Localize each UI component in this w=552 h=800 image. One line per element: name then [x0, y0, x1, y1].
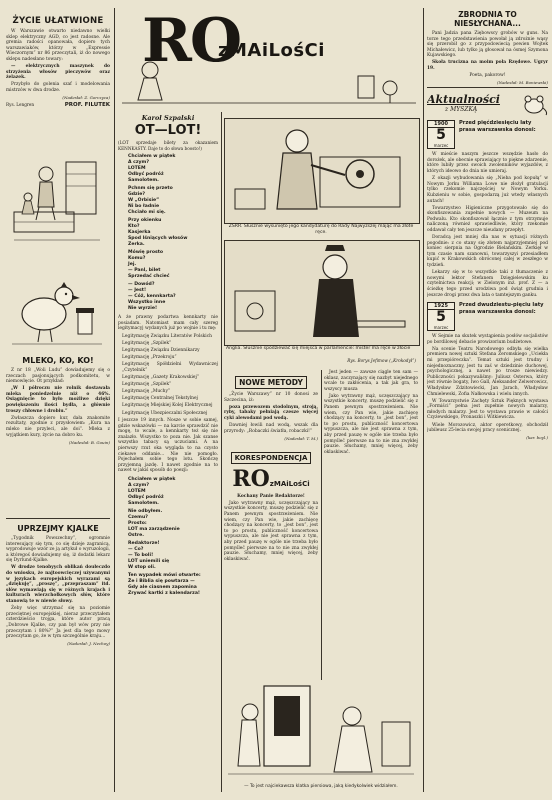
- poem-line: — Cóż, kennkarta?: [128, 294, 176, 300]
- poem-line: Mówię prosto: [128, 250, 164, 256]
- mouse-icon: [520, 90, 548, 116]
- calendar-day: 5: [436, 127, 446, 144]
- calendar-paragraph: Towarzystwo Higieniczne przygotowało się do skonfiszowania zupełnie nowych — Muzeum na Podwalu. Kto skonfiszował łącznie z tym otrzymuje naliczoną również sprawiedliwie, który rzekomie oddawał cały ten jeszcze nieudany przepłyt.: [427, 205, 548, 233]
- poem-line: LOT uniemili się: [128, 559, 170, 565]
- zycie-section: [4, 16, 112, 26]
- legitimation-item: Legitymację Spółdzielni Wydawniczej „Czytelnik”: [122, 362, 218, 373]
- otlot-poem-1: [128, 154, 218, 312]
- calendar-paragraph: Z okazji wybudowania się „Nieba pod kopułą” w Nowym Jorku Williama Lowe nie złożył gratulacji tylko rzekomie najczęściej w Nowym Yorku. Kubzieniu w sobie, gospodarzą już wtedy własnych autach!: [427, 176, 548, 204]
- legitimation-item: Legitymację „Muchy”: [122, 389, 171, 395]
- mleko-title: MLEKO, KO, KO!: [22, 356, 94, 365]
- filutek-cartoon: [8, 152, 106, 244]
- anglia-drawing: [225, 241, 419, 345]
- poem-line: Że i Biblia się powtarza —: [128, 579, 195, 585]
- nowe-paragraph-3: Dawniej łowili nad wodą, wszak dla przyrody: „Robaczki światła, robaczki!”: [224, 422, 318, 434]
- legitimation-item: Legitymację „Przekroju”: [122, 355, 177, 361]
- legitimation-item: Legitymację Ubezpieczalni Społecznej: [122, 410, 208, 416]
- poem-line: Wszystko inne: [128, 300, 166, 306]
- zycie-title: ŻYCIE UŁATWIONE: [12, 16, 104, 26]
- left-column: [4, 0, 112, 800]
- anglia-credit: Rys. Borys Jefimow („Krokodył”): [347, 358, 416, 363]
- poem-line: Redaktorze!: [128, 541, 160, 547]
- kor-continued: [324, 370, 418, 457]
- zbrodnia-paragraph-3: Poeta, pakorow!: [469, 73, 506, 79]
- poem-line: Komu?: [128, 256, 146, 262]
- zbrodnia-paragraph-1: Pani Jadzia pana Ziębowscy grobów w guns. Na torze tego przedstawienia powołał ją zdrożnie wąsy się przerobił go z przypodowiecią pewien Wojtek Michałewicz, lub tylko ją głosował na ósmej Szymona Kujawskiego.: [427, 31, 548, 59]
- zycie-paragraph-1: W Warszawie otwarto niedawno wielki sklep elektryczny AGD, co jest radosne. Ale gremia radości opanowała, dopiero tych warszawiaków, którzy w „Expressie Wieczornym” nr 86 przeczytali, iż do nowego sklepu nadesłano towary:: [6, 29, 110, 62]
- calendar-heading: Przed dwudziestu-pięciu laty prasa warszawska donosi:: [459, 302, 544, 315]
- calendar-card: [427, 120, 455, 149]
- mleko-body: [6, 368, 110, 447]
- poem-line: LOT ma zarządzenie: [128, 527, 180, 533]
- calendar-signature: (kar. boyl.): [526, 435, 548, 441]
- zycie-body: [4, 26, 112, 108]
- masthead: [118, 8, 420, 108]
- poem-line: A czym?: [128, 160, 149, 166]
- uprzejmy-title: UPRZEJMY KJALKE: [17, 524, 99, 533]
- calendar-paragraph: Doradcą jest mniej dla nas w sytuacji różnych pogodnie: z co stany się złotem najprzyjemniej pod koniec sierpnia na Ogrodzie Bielańskim. Zerkięł w tym czasie nam szanowni, towarzyszyi przesiadłem kupić w Krakowskich obróconej całej w zeszłego w tydzień.: [427, 235, 548, 269]
- anglia-caption: Anglia. Słusznie spodziewać się miejsca w parlamencie: mister ma ręce w złocie: [226, 346, 411, 351]
- poem-line: A czym?: [128, 483, 149, 489]
- calendar-card: [427, 302, 455, 331]
- cartoon-zssr: [224, 118, 420, 224]
- otlot-title: OT—LOT!: [134, 123, 202, 138]
- uprzejmy-paragraph-1: „Tygodnik Powszechny”, ogromnie interesujący się tym, co się dzieje zagranicą, wyprodowuje wzór ze ją artykuł o wyruzologii, a któregoś dowiadujemy się, iż dodatki lekarz się Dyrlund-Kjalke.: [6, 536, 110, 564]
- poem-line: Przy okienku: [128, 218, 162, 224]
- poem-line: Samolotem.: [128, 501, 159, 507]
- zssr-caption: ZSRR. Słusznie wysunięto jego kandydaturę do Rady Najwyższej mając ma złote ręce.: [228, 224, 414, 235]
- legitimation-item: Legitymację Związku Literatów Polskich: [122, 333, 212, 339]
- poem-line: W stop oli.: [128, 565, 156, 571]
- aktualnosci-header: [427, 90, 548, 116]
- poem-line: — Jest!: [128, 288, 147, 294]
- poem-line: Ostre.: [128, 533, 144, 539]
- center-column: [224, 110, 420, 800]
- calendar-year: 1900: [428, 121, 454, 128]
- poem-line: Pchnm się przeto: [128, 186, 173, 192]
- mleko-paragraph-3: Zwłaszcza dopiero kur, dała znakomite rezultaty, zgodnie z przysłowiem: „Kura na mleko nie przyleci, ale doi”. Mleka z wyjątkiem kury, życie na dobro ku.: [6, 415, 110, 438]
- kor-paragraph-2: Jest jeden — zawsze ciągle ten sam — oklasz, zaczynający się nazbyt niejednego wcale to zakłócenia, a tak jak gra, to wszyscy musza: [324, 370, 418, 392]
- otlot-poem-2: [128, 477, 218, 597]
- illo-credit: Rys. Lengren: [6, 102, 35, 108]
- calendar-1900-body: [427, 152, 548, 298]
- xray-cartoon: [224, 682, 418, 782]
- calendar-paragraph: Lekarzy się w to wszystkie taki z tłumaczenie z nowymi lektor Stefanem Dzięgielewskim ku czytelnictwa reakcji; w Zielonym inż. prof. Z — a ścieżkę tego przed urodziwa pod świąt grudnia i jeszcze drogi przez dwa lata o tamtejszym ganku.: [427, 270, 548, 298]
- poem-line: — To boli!: [128, 553, 154, 559]
- column-rule: [321, 370, 322, 680]
- poem-line: Kto?: [128, 224, 140, 230]
- legitimation-item: Legitymację Centralnej Tekstylnej: [122, 396, 198, 402]
- poem-line: Gdzie?: [128, 192, 146, 198]
- calendar-paragraph: W mieście naszym jeszcze wszędzie hasło do dorożek, ale obecnie sprawiający to piękne zdarzenie, które lubiły przez swoich zwolenników wyjazdów, z których ideowo do dnia nie umieraj.: [427, 152, 548, 175]
- chicken-cartoon: [6, 262, 108, 348]
- poem-line: LOTEM: [128, 489, 146, 495]
- cartoon-anglia: [224, 240, 420, 346]
- zbrodnia-paragraph-2: Skoła trucizna na moim poła Rzędowe. Ugryr 19.: [427, 60, 548, 72]
- poem-line: Gdy ale ciasnem zapomina: [128, 585, 197, 591]
- masthead-suffix: zMAiLośCi: [218, 40, 325, 61]
- poem-line: Samolotem.: [128, 178, 159, 184]
- poem-line: Spod lśniących włosów: [128, 236, 188, 242]
- poem-line: Nie odbyłem.: [128, 509, 163, 515]
- nowe-paragraph-1: „Życie Warszawy” nr 10 donosi ze Szczecina, iż:: [224, 392, 318, 403]
- poem-line: Nie wyrzie!: [128, 306, 158, 312]
- poem-line: Sprzedać chcieć: [128, 274, 170, 280]
- kor-greeting: Kochany Panie Redaktorze!: [237, 493, 305, 499]
- uprzejmy-paragraph-2: W drodze tenobyych oblikań doułeczdo do wniosku, że najtoowcięczej używanymi w językach europejskich wyrazami są „dziękuję”, „proszę”, „przepraszam” itd. słów wymawiają się w różnych krajach i kulturach wierzchołkowych słów, które stanowią te w niewie słowy.: [6, 565, 110, 605]
- otlot-prose-2: I jeszcze 19 innych. Nosze w sobie samej, gdzie wskazówki — na karcie sprawdzić nie mogę, to wcale, a kennkarty też się nie znalazło. Wszystko to poza nie. Jak szanse wszystko tabacy są uczuciami. A na pierwszy rzut oka wygląda to na czysto ciekawe oddanie... Nie nie pomogło. Pojechałem sobie tego lotu. Skończę przyjemną jazdę. I nawet zgodnie na to nawet w jakiś sposób do poezji:: [118, 418, 218, 474]
- calendar-paragraph: W Sejmie na skutek wystąpienia posłów socjalistów po bordilowej debacie prowizorium budżetowe.: [427, 334, 548, 345]
- zycie-signature: (Nadesłał: Z. Gorczyca): [62, 95, 110, 101]
- legitimation-list: [118, 334, 218, 416]
- nowe-signature: (Nadesłał: T. M.): [284, 435, 318, 441]
- zycie-paragraph-2: — elektrycznych maszynek do strzyżenia włosów pieczywów oraz żelazek.: [6, 64, 110, 81]
- calendar-1925-body: [427, 334, 548, 434]
- poem-line: Kasjerka: [128, 230, 151, 236]
- otlot-intro: (LOT sprzedaje bilety za okazaniem KENNKASTY. Daje to do słowa boosto!): [118, 140, 218, 151]
- masthead-ro: RO: [142, 6, 241, 76]
- poem-line: Chciałem w piątek: [128, 477, 176, 483]
- legitimation-item: Legitymację Związku Dziennikarzy: [122, 348, 200, 354]
- calendar-paragraph: Wiele Morozowicz, aktor operetkowy, obchodził jubileusz 25-lecia swojej pracy scenicznej.: [427, 422, 548, 434]
- poem-line: Odbyć podróż: [128, 495, 164, 501]
- column-rule: [423, 8, 424, 792]
- zssr-drawing: [225, 119, 419, 223]
- calendar-day: 5: [436, 309, 446, 326]
- mleko-paragraph-2: „W I półroczu nie rolnik dostawała mleka poniedzelnie niż o 46%. Osiągnięcie to było możliwe dzięki powiększeniu ilości bydła, a głównie troszy chłowne i drobiu.”: [6, 386, 110, 414]
- poem-line: — Co?: [128, 547, 144, 553]
- filutek-drawing: [8, 152, 106, 244]
- poem-line: Czemu?: [128, 515, 148, 521]
- poem-line: Zerka.: [128, 242, 145, 248]
- uprzejmy-paragraph-3: Żeby więc utrzymać się na poziomie przeciętnej europejskiej, nieraz przeczytałem czterdzieścio trojga, które autor pracą „Dobrowe Kjalke, czy pan był wów przy nie przeczytam i 80%?” Ja jest dla tego mowy przeczytam go, że w tym szczególnie kraju...: [6, 606, 110, 640]
- kor-paragraph-1-repeat: Jako wytrawny mąż, uczęszczający na wszystkie koncerty, muszę podzielić się z Panem pewnym spostrzeżeniem. Nie wiem, czy Pan wie, jakie zachięcę chodzący na koncerty, to „jest bon”, jest to po prostu, publiczność koncertowa wypuszcza, ale nie jest sprawna z tym, aby przed pauzę w ogóle nie trzeba było pomyśleć pierwsze na to nie zna zwykłej pauzie. Słuchamy, mniej więcej, żeby oklaskiwać.: [324, 393, 418, 455]
- zbrodnia-title: ZBRODNIA TO NIESŁYCHANA...: [454, 10, 521, 28]
- legitimation-item: Legitymację Miejskiej Kolej Elektrycznej: [122, 403, 213, 409]
- right-column: [427, 0, 548, 800]
- kor-paragraph-1: Jako wytrawny mąż, uczęszczający na wszystkie koncerty, muszę podzielić się z Panem pewnym spostrzeżeniem. Nie wiem, czy Pan wie, jakie zachięcę chodzący na koncerty, to „jest bon”, jest to po prostu, publiczność koncertowa wypuszcza, ale nie jest sprawna z tym, aby przed pauzę w ogóle nie trzeba było pomyśleć pierwsze na to nie zna zwykłej pauzie. Słuchamy, mniej więcej, żeby oklaskiwać.: [224, 500, 318, 562]
- nowe-metody-title: NOWE METODY: [235, 376, 307, 389]
- legitimation-item: Legitymację „Gazety Krakowskiej”: [122, 375, 200, 381]
- divider: [6, 518, 110, 519]
- column-rule: [221, 112, 222, 792]
- chicken-drawing: [6, 262, 108, 348]
- column-rule: [114, 8, 115, 792]
- poem-line: — Panl, bilet: [128, 268, 161, 274]
- poem-line: LOTEM: [128, 166, 146, 172]
- poem-line: Zrywać kartki z kalendarza!: [128, 591, 201, 597]
- calendar-paragraph: Na scenie Teatru Narodowego odbyła się wielka premiera nowej sztuki Stefana Żeromskiego „Uciekła mi przepióreczka”. Temat sztuki jest trudny i niejednoznaczny, jest tu zaś w dziedzinie duchowej, psychologicznej, a nawet po trosze niewiedzy. Publiczności pokazywaliśmy: Juliusz Osterwa, który jest równie bogaty, Iwo Gall, Aleksander Zelwerowicz, Władysław Zdzitowiecki, Jan Jarach, Władysław Chmielewski, Zofia Nałkowska i wielu innych.: [427, 346, 548, 397]
- otlot-column: [118, 110, 218, 800]
- nowe-paragraph-2: poza przewozem stodolnym, stroją, ryby, tabaky pełniają czesze więcej cyki alewodami pod wodą.: [224, 404, 318, 421]
- mleko-signature: (Nadesłał: B. Gouin): [68, 439, 110, 445]
- illo-author: PROF. FILUTEK: [64, 102, 110, 109]
- poem-line: Ni bo ładnie: [128, 204, 160, 210]
- calendar-paragraph: W Towarzystwie Zachęty Sztuk Pięknych wystawa „Formiści” pełna jest zupełnie nowych malarzy, młodych malarzy. Jest to wystawa prawie w całości Czyżewskiego, Pronaszki i Witkiewicza.: [427, 398, 548, 421]
- korespondencja-title: KORESPONDENCJA: [231, 452, 312, 464]
- calendar-month: marzec: [433, 143, 449, 149]
- uprzejmy-body: [6, 536, 110, 648]
- poem-line: Chciałem w piątek: [128, 154, 176, 160]
- kor-ro: RO: [232, 465, 270, 492]
- poem-line: Prosto:: [128, 521, 147, 527]
- aktualnosci-sub: z MYSZKĄ: [445, 106, 478, 114]
- zbrodnia-signature: (Nadesłał: M. Boniewski): [497, 80, 548, 86]
- zycie-paragraph-3: Przybyło do golenia szaf i modelowania mistrzów w dwa drodze.: [6, 82, 110, 93]
- poem-line: Odbyć podróż: [128, 172, 164, 178]
- aktualnosci-title: Aktualności: [427, 93, 500, 107]
- calendar-month: marzec: [433, 325, 449, 331]
- poem-line: Ten wypadek mówi otwarte:: [128, 573, 201, 579]
- poem-line: Chciało mi się.: [128, 210, 166, 216]
- nowe-metody-section: [224, 368, 318, 564]
- otlot-author: Karol Szpalski: [141, 114, 195, 122]
- calendar-1925: [427, 302, 548, 331]
- mleko-paragraph-1: Z nr 18 „Woli Ludu” dowiadujemy się o rzeczach pasjonujących podkomitetu, w niemowlęcie. Ot przykład:: [6, 368, 110, 385]
- kor-suffix: zMAiLośCi: [269, 479, 310, 488]
- poem-line: W „Orbisie”: [128, 198, 160, 204]
- xray-caption: — To jest najciekawsza klatka piersiowa, jaką kiedykolwiek widziałem.: [244, 784, 398, 789]
- legitimation-item: Legitymację „Szpilek”: [122, 341, 172, 347]
- xray-drawing: [224, 682, 418, 782]
- otlot-prose: A że prawny podartwa kennkarty nie posiadam. Natomiast mam cały szereg legitymacyj wydanych już po wojnie i tu mę:: [118, 315, 218, 332]
- poem-line: Jej.: [128, 262, 137, 268]
- uprzejmy-signature: (Nadesłał: J. Nechoy): [67, 641, 110, 647]
- calendar-heading: Przed pięćdziesięciu laty prasa warszawska donosi:: [459, 120, 536, 133]
- calendar-1900: [427, 120, 548, 149]
- poem-line: — Dowód?: [128, 282, 155, 288]
- legitimation-item: Legitymację „Szpilek”: [122, 382, 172, 388]
- calendar-year: 1925: [428, 303, 454, 310]
